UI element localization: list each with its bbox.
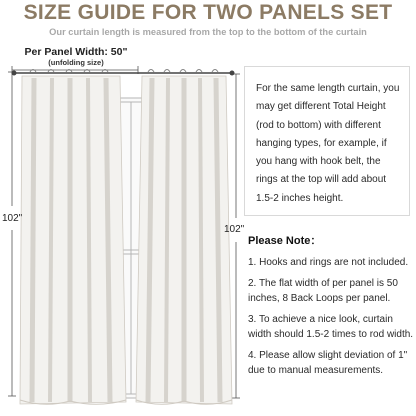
left-curtain-panel	[20, 70, 126, 405]
panel-width-label: Per Panel Width: 50"	[24, 46, 128, 58]
left-height-label: 102"	[2, 213, 23, 224]
note-item: 2. The flat width of per panel is 50 inches, 8 Back Loops per panel.	[248, 278, 398, 304]
page-title: SIZE GUIDE FOR TWO PANELS SET	[23, 1, 393, 24]
page-subtitle: Our curtain length is measured from the top to the bottom of the curtain	[49, 27, 367, 37]
notes-section	[248, 234, 414, 384]
hanging-info-box	[244, 66, 410, 216]
note-item: 3. To achieve a nice look, curtain width should 1.5-2 times to rod width.	[248, 314, 414, 340]
notes-heading: Please Note：	[248, 235, 322, 247]
right-curtain-panel	[136, 70, 232, 405]
left-height-measure-line	[8, 72, 16, 396]
note-item: 4. Please allow slight deviation of 1" due to manual measurements.	[248, 350, 408, 376]
hanging-info-text: For the same length curtain, you may get different Total Height (rod to bottom) with different hanging types, for example, if you hang with hook belt, the rings at the top will add about 1.5-2 inches height.	[256, 83, 400, 204]
right-height-label: 102"	[224, 224, 245, 235]
unfolding-size-label: (unfolding size)	[48, 58, 104, 67]
right-height-measure-line	[232, 74, 240, 398]
note-item: 1. Hooks and rings are not included.	[248, 257, 409, 268]
